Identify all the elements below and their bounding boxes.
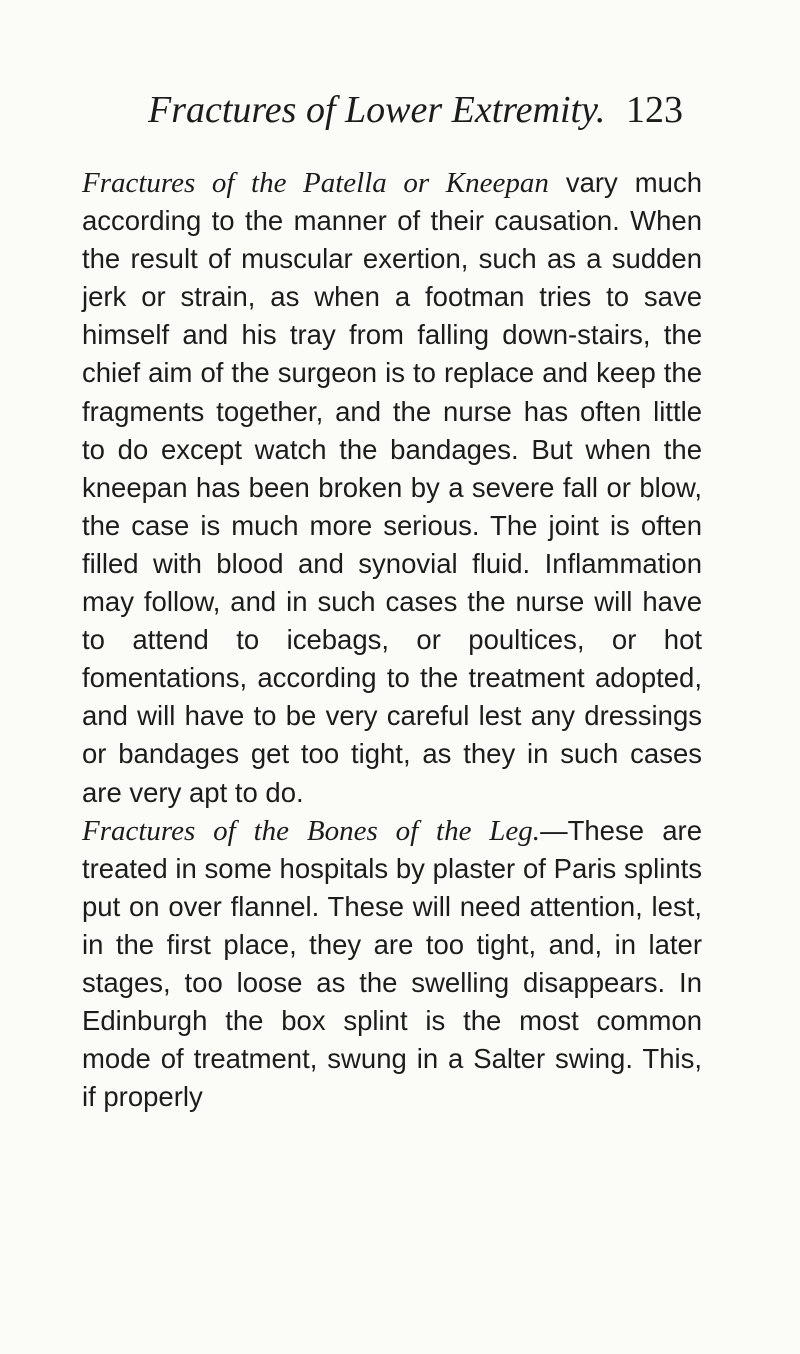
running-header <box>0 88 800 138</box>
running-title: Fractures of Lower Extremity. <box>148 89 606 131</box>
paragraph-text: —These are treated in some hospitals by plaster of Paris splints put on over flannel. These will need attention, lest, in the first place, they are too tight, and, in later stages, too loose as the swelling disappears. In Edinburgh the box splint is the most common mode of treatment, swung in a Salter swing. This, if properly <box>82 814 702 1113</box>
paragraph-leg-bones <box>82 812 702 1117</box>
paragraph-lead-italic: Fractures of the Bones of the Leg. <box>82 814 541 847</box>
page-number: 123 <box>626 89 683 131</box>
paragraph-text: vary much according to the manner of their causation. When the result of muscular exertion, such as a sudden jerk or strain, as when a footman tries to save himself and his tray from falling down-stairs, the chief aim of the surgeon is to replace and keep the fragments together, and the nurse has often little to do except watch the bandages. But when the kneepan has been broken by a severe fall or blow, the case is much more serious. The joint is often filled with blood and synovial fluid. Inflammation may follow, and in such cases the nurse will have to attend to icebags, or poultices, or hot fomentations, according to the treatment adopted, and will have to be very careful lest any dressings or bandages get too tight, as they in such cases are very apt to do. <box>82 167 702 808</box>
paragraph-patella <box>82 164 702 812</box>
paragraph-lead-italic: Fractures of the Patella or Kneepan <box>82 167 549 199</box>
body-text <box>82 164 702 1116</box>
